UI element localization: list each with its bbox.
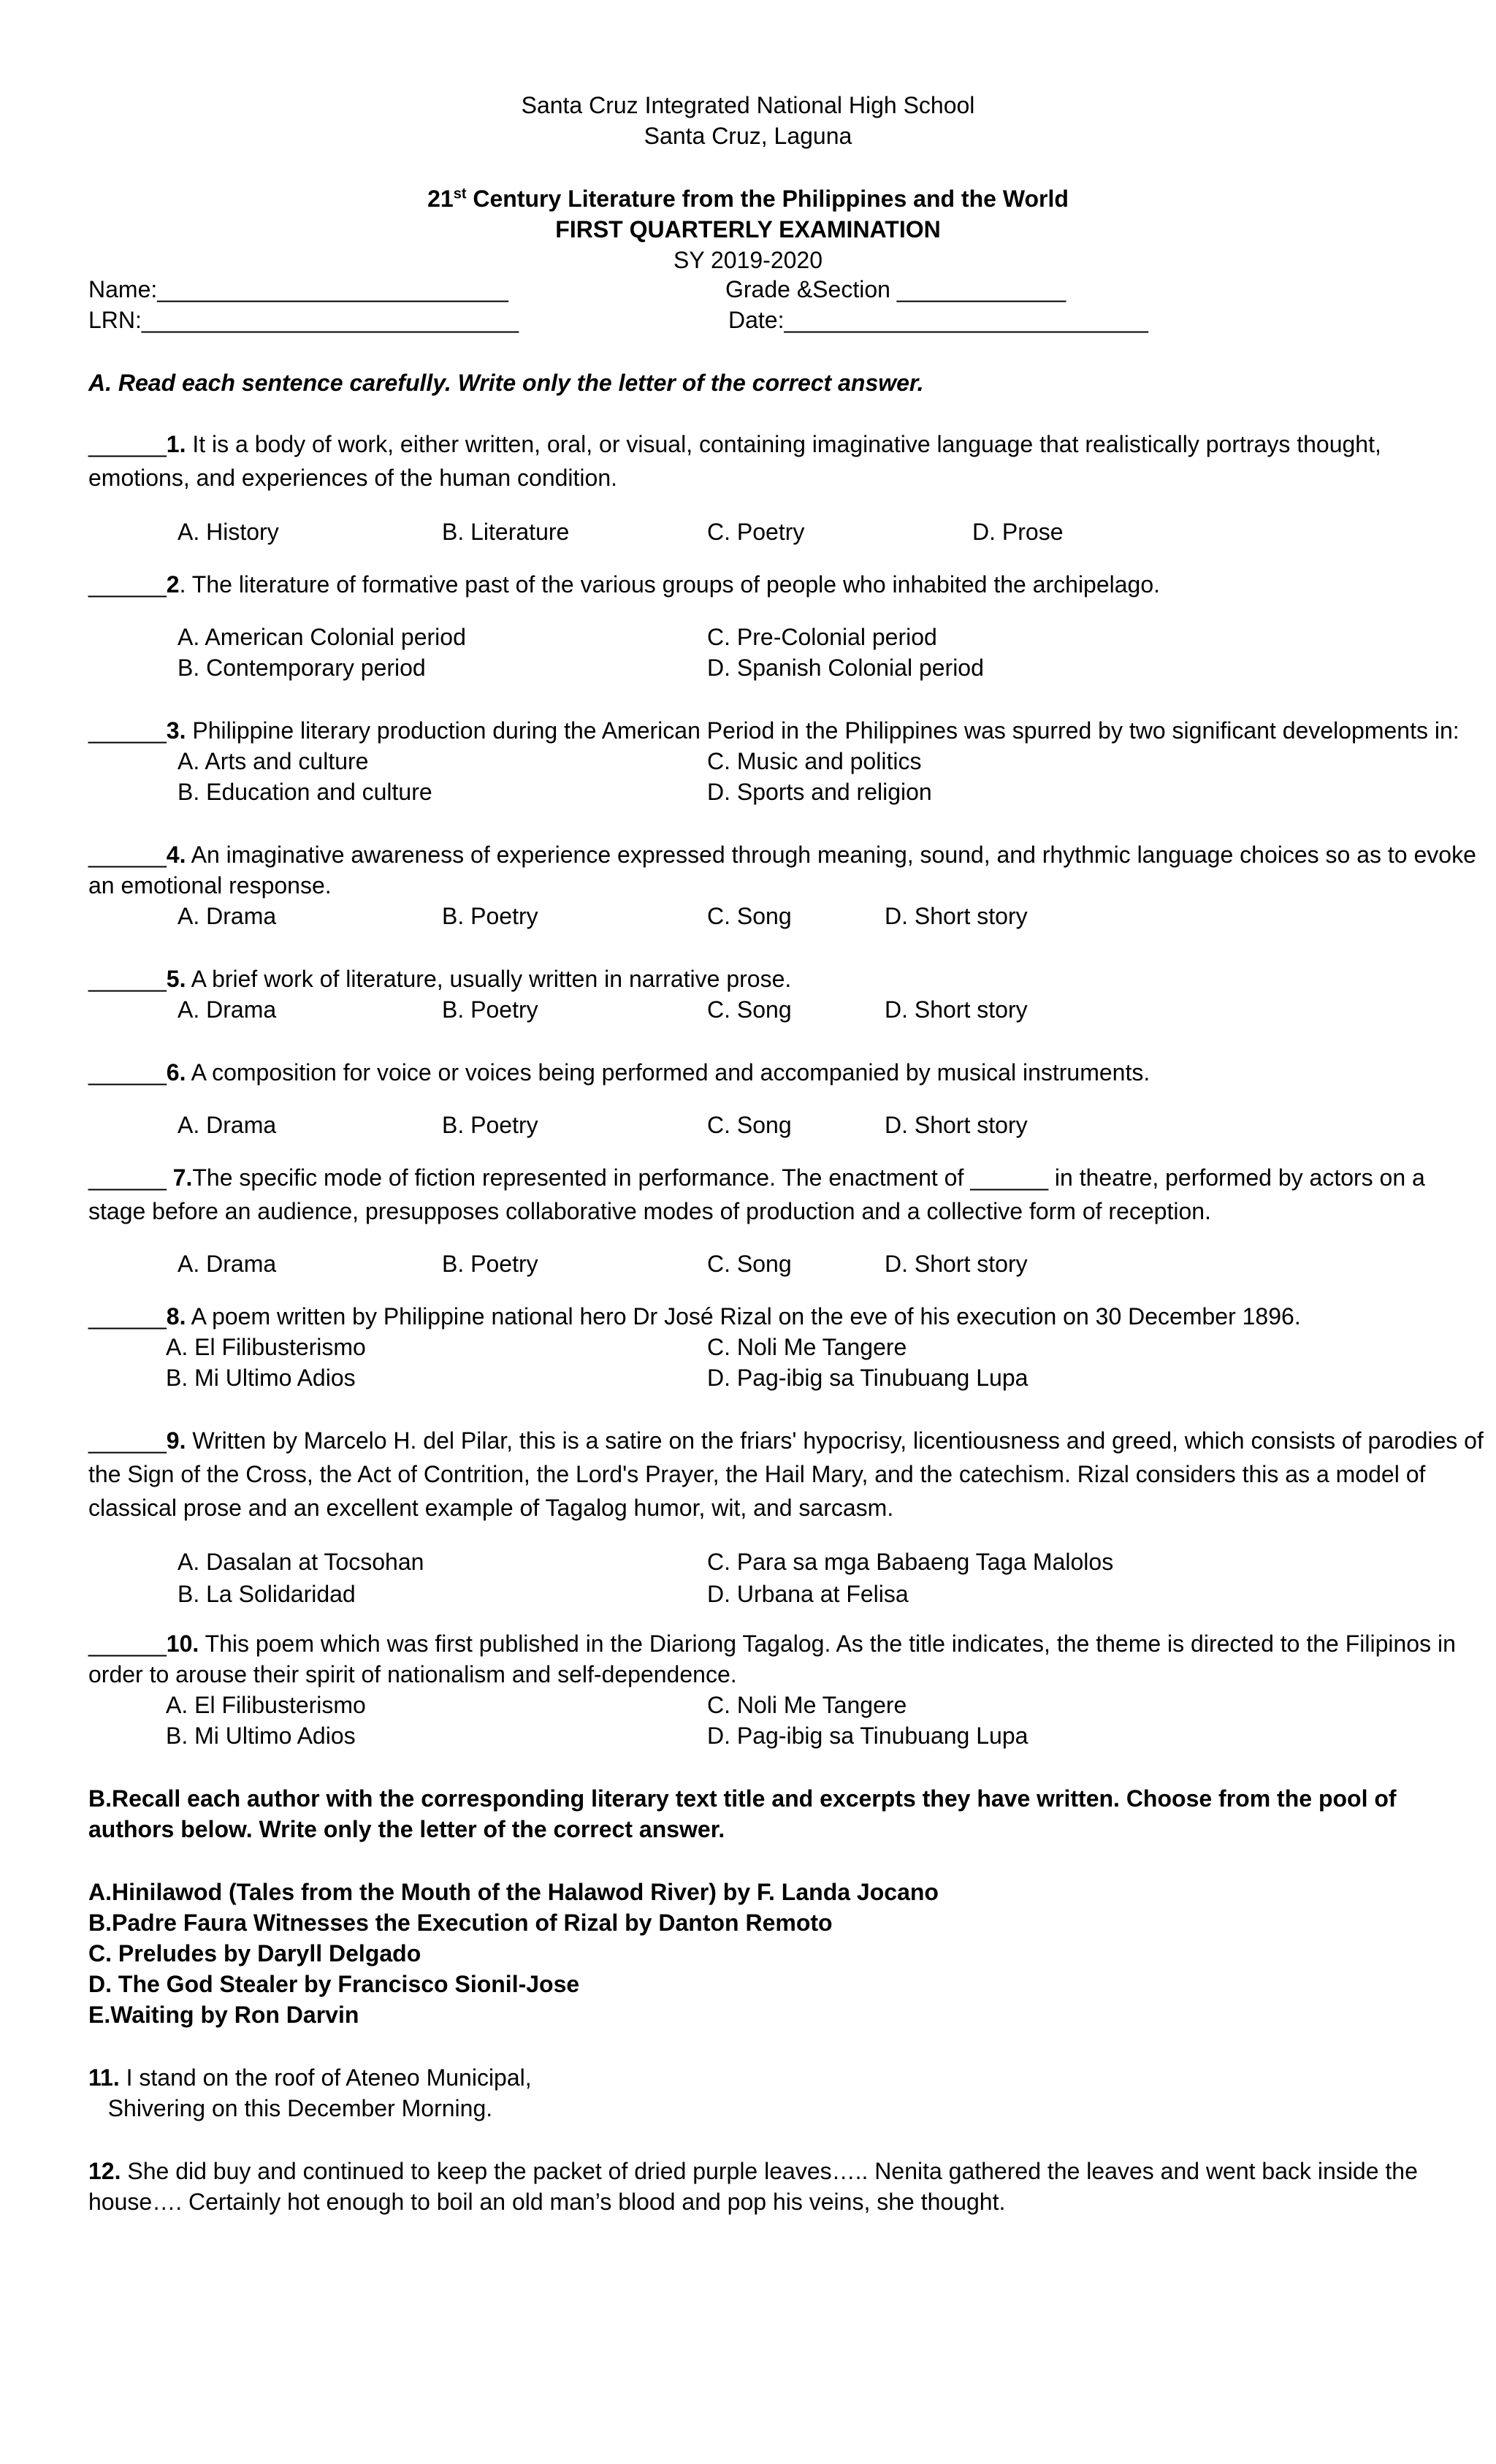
question-9-cont-2: classical prose and an excellent example of Tagalog humor, wit, and sarcasm.: [88, 1495, 894, 1521]
question-12-cont: house…. Certainly hot enough to boil an old man’s blood and pop his veins, she thought.: [88, 2189, 1006, 2215]
q3-option-d: D. Sports and religion: [707, 779, 932, 805]
question-8: ______8. A poem written by Philippine national hero Dr José Rizal on the eve of his execution on 30 December 1896.: [88, 1303, 1301, 1330]
q9-option-c: C. Para sa mga Babaeng Taga Malolos: [707, 1549, 1114, 1575]
q10-option-b: B. Mi Ultimo Adios: [166, 1723, 356, 1749]
answer-blank[interactable]: ______: [88, 1303, 167, 1330]
part-b-instruction-cont: authors below. Write only the letter of the correct answer.: [88, 1816, 725, 1842]
author-pool-item: B.Padre Faura Witnesses the Execution of Rizal by Danton Remoto: [88, 1910, 833, 1936]
question-10: ______10. This poem which was first published in the Diariong Tagalog. As the title indicates, the theme is directed to the Filipinos in: [88, 1630, 1456, 1657]
answer-blank[interactable]: ______: [88, 717, 167, 744]
question-1: ______1. It is a body of work, either written, oral, or visual, containing imaginative language that realistically portrays thought,: [88, 431, 1381, 457]
question-7-cont: stage before an audience, presupposes collaborative modes of production and a collective form of reception.: [88, 1198, 1211, 1224]
q8-option-d: D. Pag-ibig sa Tinubuang Lupa: [707, 1365, 1028, 1391]
q5-option-d: D. Short story: [885, 996, 1028, 1023]
q9-option-b: B. La Solidaridad: [178, 1581, 356, 1607]
q10-option-a: A. El Filibusterismo: [166, 1692, 366, 1718]
q9-option-d: D. Urbana at Felisa: [707, 1581, 909, 1607]
q3-option-a: A. Arts and culture: [178, 748, 369, 774]
school-year: SY 2019-2020: [673, 247, 823, 273]
question-9: ______9. Written by Marcelo H. del Pilar, this is a satire on the friars' hypocrisy, licentiousness and greed, which consists of parodies of: [88, 1427, 1484, 1454]
q1-option-c: C. Poetry: [707, 519, 805, 545]
answer-blank[interactable]: ______: [88, 1164, 173, 1191]
q2-option-a: A. American Colonial period: [178, 624, 466, 650]
part-b-instruction: B.Recall each author with the corresponding literary text title and excerpts they have written. Choose from the pool of: [88, 1785, 1397, 1812]
q7-option-d: D. Short story: [885, 1251, 1028, 1277]
question-7: ______ 7.The specific mode of fiction represented in performance. The enactment of ______ in theatre, performed by actors on a: [88, 1164, 1425, 1191]
q1-option-d: D. Prose: [972, 519, 1064, 545]
answer-blank[interactable]: ______: [88, 431, 167, 457]
answer-blank[interactable]: ______: [88, 842, 167, 868]
name-field[interactable]: Name:___________________________: [88, 276, 508, 302]
q1-option-b: B. Literature: [442, 519, 570, 545]
answer-blank[interactable]: ______: [88, 966, 167, 992]
answer-blank[interactable]: ______: [88, 1059, 167, 1086]
question-9-cont: the Sign of the Cross, the Act of Contrition, the Lord's Prayer, the Hail Mary, and the catechism. Rizal considers this as a model of: [88, 1461, 1426, 1487]
school-name: Santa Cruz Integrated National High School: [521, 92, 975, 118]
q2-option-c: C. Pre-Colonial period: [707, 624, 937, 650]
q4-option-a: A. Drama: [178, 903, 277, 929]
question-6: ______6. A composition for voice or voices being performed and accompanied by musical instruments.: [88, 1059, 1150, 1086]
date-field[interactable]: Date:____________________________: [728, 307, 1148, 333]
part-a-instruction: A. Read each sentence carefully. Write only the letter of the correct answer.: [88, 370, 924, 396]
q3-option-b: B. Education and culture: [178, 779, 432, 805]
q6-option-a: A. Drama: [178, 1112, 277, 1138]
answer-blank[interactable]: ______: [88, 1630, 167, 1657]
q7-option-a: A. Drama: [178, 1251, 277, 1277]
q7-option-c: C. Song: [707, 1251, 792, 1277]
author-pool-item: A.Hinilawod (Tales from the Mouth of the Halawod River) by F. Landa Jocano: [88, 1879, 939, 1905]
q5-option-a: A. Drama: [178, 996, 277, 1023]
question-3: ______3. Philippine literary production during the American Period in the Philippines was spurred by two significant developments in:: [88, 717, 1459, 744]
lrn-field[interactable]: LRN:_____________________________: [88, 307, 519, 333]
q2-option-d: D. Spanish Colonial period: [707, 655, 984, 681]
q6-option-b: B. Poetry: [442, 1112, 538, 1138]
course-title: 21st Century Literature from the Philippines and the World: [427, 186, 1069, 212]
question-4-cont: an emotional response.: [88, 872, 332, 899]
question-11: 11. I stand on the roof of Ateneo Municipal,: [88, 2064, 532, 2091]
q4-option-d: D. Short story: [885, 903, 1028, 929]
exam-title: FIRST QUARTERLY EXAMINATION: [555, 216, 941, 243]
q10-option-c: C. Noli Me Tangere: [707, 1692, 907, 1718]
q5-option-c: C. Song: [707, 996, 792, 1023]
q1-option-a: A. History: [178, 519, 279, 545]
q8-option-b: B. Mi Ultimo Adios: [166, 1365, 356, 1391]
school-location: Santa Cruz, Laguna: [644, 123, 852, 149]
q6-option-c: C. Song: [707, 1112, 792, 1138]
question-11-cont: Shivering on this December Morning.: [88, 2095, 493, 2121]
question-2: ______2. The literature of formative past of the various groups of people who inhabited the archipelago.: [88, 571, 1161, 598]
question-4: ______4. An imaginative awareness of experience expressed through meaning, sound, and rhythmic language choices so as to evoke: [88, 842, 1476, 868]
grade-section-field[interactable]: Grade &Section _____________: [725, 276, 1066, 302]
q6-option-d: D. Short story: [885, 1112, 1028, 1138]
q4-option-c: C. Song: [707, 903, 792, 929]
q8-option-a: A. El Filibusterismo: [166, 1334, 366, 1360]
author-pool-item: D. The God Stealer by Francisco Sionil-Jose: [88, 1971, 580, 1997]
author-pool-item: C. Preludes by Daryll Delgado: [88, 1940, 421, 1967]
q5-option-b: B. Poetry: [442, 996, 538, 1023]
question-10-cont: order to arouse their spirit of nationalism and self-dependence.: [88, 1661, 737, 1687]
author-pool-item: E.Waiting by Ron Darvin: [88, 2002, 359, 2028]
answer-blank[interactable]: ______: [88, 1427, 167, 1454]
question-12: 12. She did buy and continued to keep the packet of dried purple leaves….. Nenita gathered the leaves and went back inside the: [88, 2158, 1418, 2184]
question-5: ______5. A brief work of literature, usually written in narrative prose.: [88, 966, 792, 992]
question-1-cont: emotions, and experiences of the human condition.: [88, 465, 618, 491]
q10-option-d: D. Pag-ibig sa Tinubuang Lupa: [707, 1723, 1028, 1749]
q8-option-c: C. Noli Me Tangere: [707, 1334, 907, 1360]
q3-option-c: C. Music and politics: [707, 748, 922, 774]
q7-option-b: B. Poetry: [442, 1251, 538, 1277]
q2-option-b: B. Contemporary period: [178, 655, 426, 681]
answer-blank[interactable]: ______: [88, 571, 167, 598]
q4-option-b: B. Poetry: [442, 903, 538, 929]
q9-option-a: A. Dasalan at Tocsohan: [178, 1549, 424, 1575]
